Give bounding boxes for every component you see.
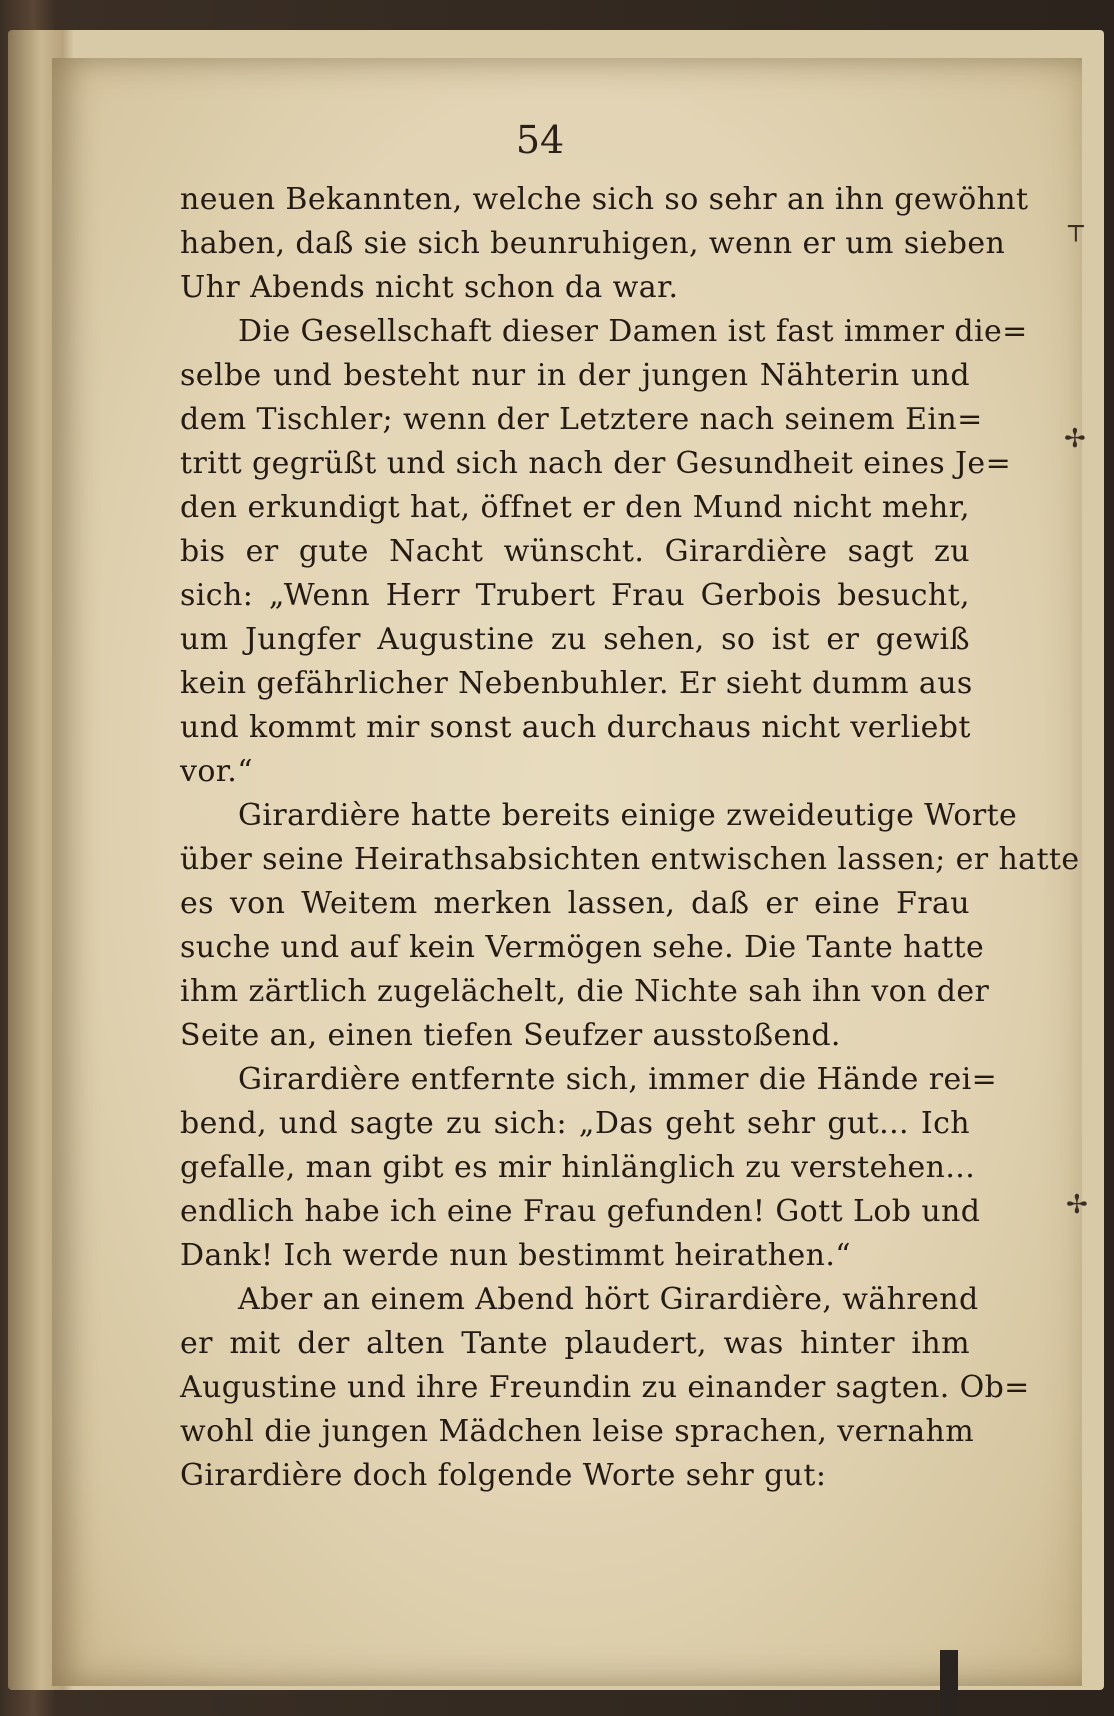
text-line: Uhr Abends nicht schon da war. [180,270,679,305]
text-line: haben, daß sie sich beunruhigen, wenn er um sieben [180,226,1006,261]
text-line: sich: „Wenn Herr Trubert Frau Gerbois besucht, [180,578,970,613]
page-number: 54 [515,118,565,162]
text-line: den erkundigt hat, öffnet er den Mund nicht mehr, [180,490,970,525]
bookmark-ribbon [940,1650,958,1716]
text-line: Die Gesellschaft dieser Damen ist fast immer die= [238,314,1028,349]
text-line: suche und auf kein Vermögen sehe. Die Tante hatte [180,930,985,965]
text-line: Girardière hatte bereits einige zweideutige Worte [238,798,1018,833]
text-line: Augustine und ihre Freundin zu einander sagten. Ob= [180,1370,1030,1405]
text-line: um Jungfer Augustine zu sehen, so ist er gewiß [180,622,970,657]
margin-mark-lower: ✢ [1066,1190,1088,1220]
text-line: gefalle, man gibt es mir hinlänglich zu verstehen... [180,1150,976,1185]
margin-mark-middle: ✢ [1064,424,1086,454]
text-line: bis er gute Nacht wünscht. Girardière sagt zu [180,534,970,569]
text-line: Aber an einem Abend hört Girardière, während [238,1282,979,1317]
text-line: neuen Bekannten, welche sich so sehr an ihn gewöhnt [180,182,1029,217]
text-line: kein gefährlicher Nebenbuhler. Er sieht dumm aus [180,666,973,701]
text-line: Girardière entfernte sich, immer die Hände rei= [238,1062,998,1097]
text-line: es von Weitem merken lassen, daß er eine Frau [180,886,970,921]
body-text [180,178,1080,1498]
text-line: ihm zärtlich zugelächelt, die Nichte sah ihn von der [180,974,990,1009]
text-line: bend, und sagte zu sich: „Das geht sehr gut... Ich [180,1106,970,1141]
text-line: Dank! Ich werde nun bestimmt heirathen.“ [180,1238,852,1273]
text-line: dem Tischler; wenn der Letztere nach seinem Ein= [180,402,983,437]
margin-mark-top: ┬ [1068,212,1084,242]
text-line: Girardière doch folgende Worte sehr gut: [180,1458,827,1493]
text-line: vor.“ [180,754,253,789]
text-line: er mit der alten Tante plaudert, was hinter ihm [180,1326,970,1361]
text-line: endlich habe ich eine Frau gefunden! Gott Lob und [180,1194,981,1229]
text-line: und kommt mir sonst auch durchaus nicht verliebt [180,710,971,745]
text-line: selbe und besteht nur in der jungen Nähterin und [180,358,970,393]
text-line: wohl die jungen Mädchen leise sprachen, vernahm [180,1414,975,1449]
text-line: über seine Heirathsabsichten entwischen lassen; er hatte [180,842,1080,877]
text-line: tritt gegrüßt und sich nach der Gesundheit eines Je= [180,446,1012,481]
text-line: Seite an, einen tiefen Seufzer ausstoßend. [180,1018,841,1053]
